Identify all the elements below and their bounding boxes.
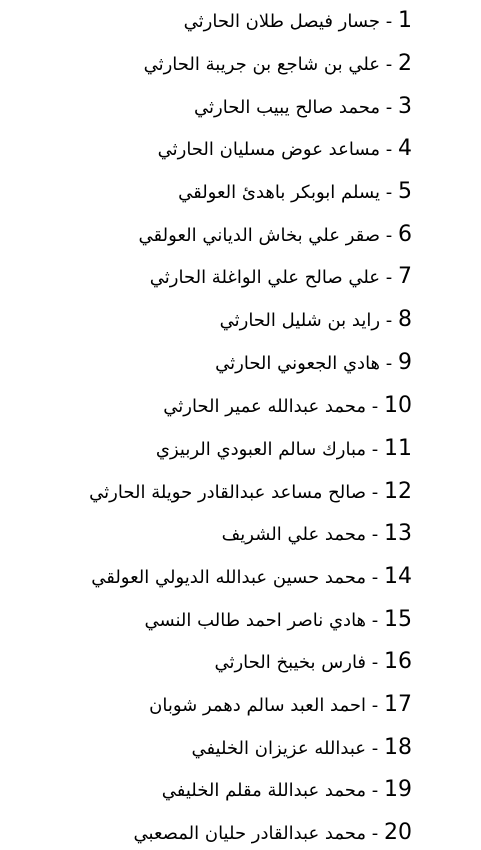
item-name: صالح مساعد عبدالقادر حويلة الحارثي xyxy=(89,482,367,503)
item-name: مساعد عوض مسليان الحارثي xyxy=(157,139,381,160)
item-number: 1 xyxy=(398,8,412,33)
item-name: محمد حسين عبدالله الديولي العولقي xyxy=(91,567,367,588)
list-item: 11 - مبارك سالم العبودي الربيزي xyxy=(156,434,412,464)
item-number: 5 xyxy=(398,179,412,204)
item-number: 10 xyxy=(384,393,412,418)
list-item: 15 - هادي ناصر احمد طالب النسي xyxy=(144,605,412,635)
list-item: 1 - جسار فيصل طلان الحارثي xyxy=(184,6,412,36)
item-number: 15 xyxy=(384,607,412,632)
item-number: 3 xyxy=(398,94,412,119)
item-number: 2 xyxy=(398,51,412,76)
item-name: يسلم ابوبكر باهدئ العولقي xyxy=(178,182,381,203)
item-name: علي صالح علي الواغلة الحارثي xyxy=(149,267,381,288)
item-name: رايد بن شليل الحارثي xyxy=(219,310,381,331)
item-number: 18 xyxy=(384,735,412,760)
list-item: 12 - صالح مساعد عبدالقادر حويلة الحارثي xyxy=(89,477,412,507)
list-item: 17 - احمد العبد سالم دهمر شوبان xyxy=(149,690,412,720)
item-number: 16 xyxy=(384,649,412,674)
item-number: 6 xyxy=(398,222,412,247)
list-item: 8 - رايد بن شليل الحارثي xyxy=(220,305,412,335)
list-item: 18 - عبدالله عزيزان الخليفي xyxy=(191,733,412,763)
item-name: هادي الجعوني الحارثي xyxy=(215,353,381,374)
item-name: محمد عبداللة مقلم الخليفي xyxy=(161,780,367,801)
item-name: محمد صالح يبيب الحارثي xyxy=(194,97,381,118)
item-name: علي بن شاجع بن جريبة الحارثي xyxy=(143,54,381,75)
list-item: 7 - علي صالح علي الواغلة الحارثي xyxy=(150,262,412,292)
item-number: 4 xyxy=(398,136,412,161)
item-number: 14 xyxy=(384,564,412,589)
item-number: 11 xyxy=(384,436,412,461)
item-name: محمد علي الشريف xyxy=(221,524,367,545)
list-item: 3 - محمد صالح يبيب الحارثي xyxy=(194,92,412,122)
item-name: احمد العبد سالم دهمر شوبان xyxy=(149,695,367,716)
item-number: 19 xyxy=(384,777,412,802)
list-item: 6 - صقر علي بخاش الدياني العولقي xyxy=(139,220,412,250)
item-name: صقر علي بخاش الدياني العولقي xyxy=(138,225,381,246)
list-item: 9 - هادي الجعوني الحارثي xyxy=(215,348,412,378)
list-item: 2 - علي بن شاجع بن جريبة الحارثي xyxy=(144,49,412,79)
item-number: 7 xyxy=(398,264,412,289)
list-item: 4 - مساعد عوض مسليان الحارثي xyxy=(158,134,412,164)
item-number: 13 xyxy=(384,521,412,546)
list-item: 13 - محمد علي الشريف xyxy=(222,519,412,549)
item-name: فارس بخيبخ الحارثي xyxy=(214,652,367,673)
list-item: 16 - فارس بخيبخ الحارثي xyxy=(214,647,412,677)
item-name: محمد عبدالقادر حليان المصعبي xyxy=(133,823,367,844)
item-number: 9 xyxy=(398,350,412,375)
item-name: مبارك سالم العبودي الربيزي xyxy=(155,439,367,460)
list-item: 20 - محمد عبدالقادر حليان المصعبي xyxy=(134,818,412,848)
item-number: 20 xyxy=(384,820,412,845)
item-number: 17 xyxy=(384,692,412,717)
item-name: محمد عبدالله عمير الحارثي xyxy=(163,396,367,417)
item-name: هادي ناصر احمد طالب النسي xyxy=(144,610,367,631)
list-item: 14 - محمد حسين عبدالله الديولي العولقي xyxy=(91,562,412,592)
list-item: 5 - يسلم ابوبكر باهدئ العولقي xyxy=(178,177,412,207)
list-item: 19 - محمد عبداللة مقلم الخليفي xyxy=(162,775,412,805)
item-number: 8 xyxy=(398,307,412,332)
item-number: 12 xyxy=(384,479,412,504)
item-name: عبدالله عزيزان الخليفي xyxy=(191,738,367,759)
list-item: 10 - محمد عبدالله عمير الحارثي xyxy=(163,391,412,421)
item-name: جسار فيصل طلان الحارثي xyxy=(183,11,381,32)
